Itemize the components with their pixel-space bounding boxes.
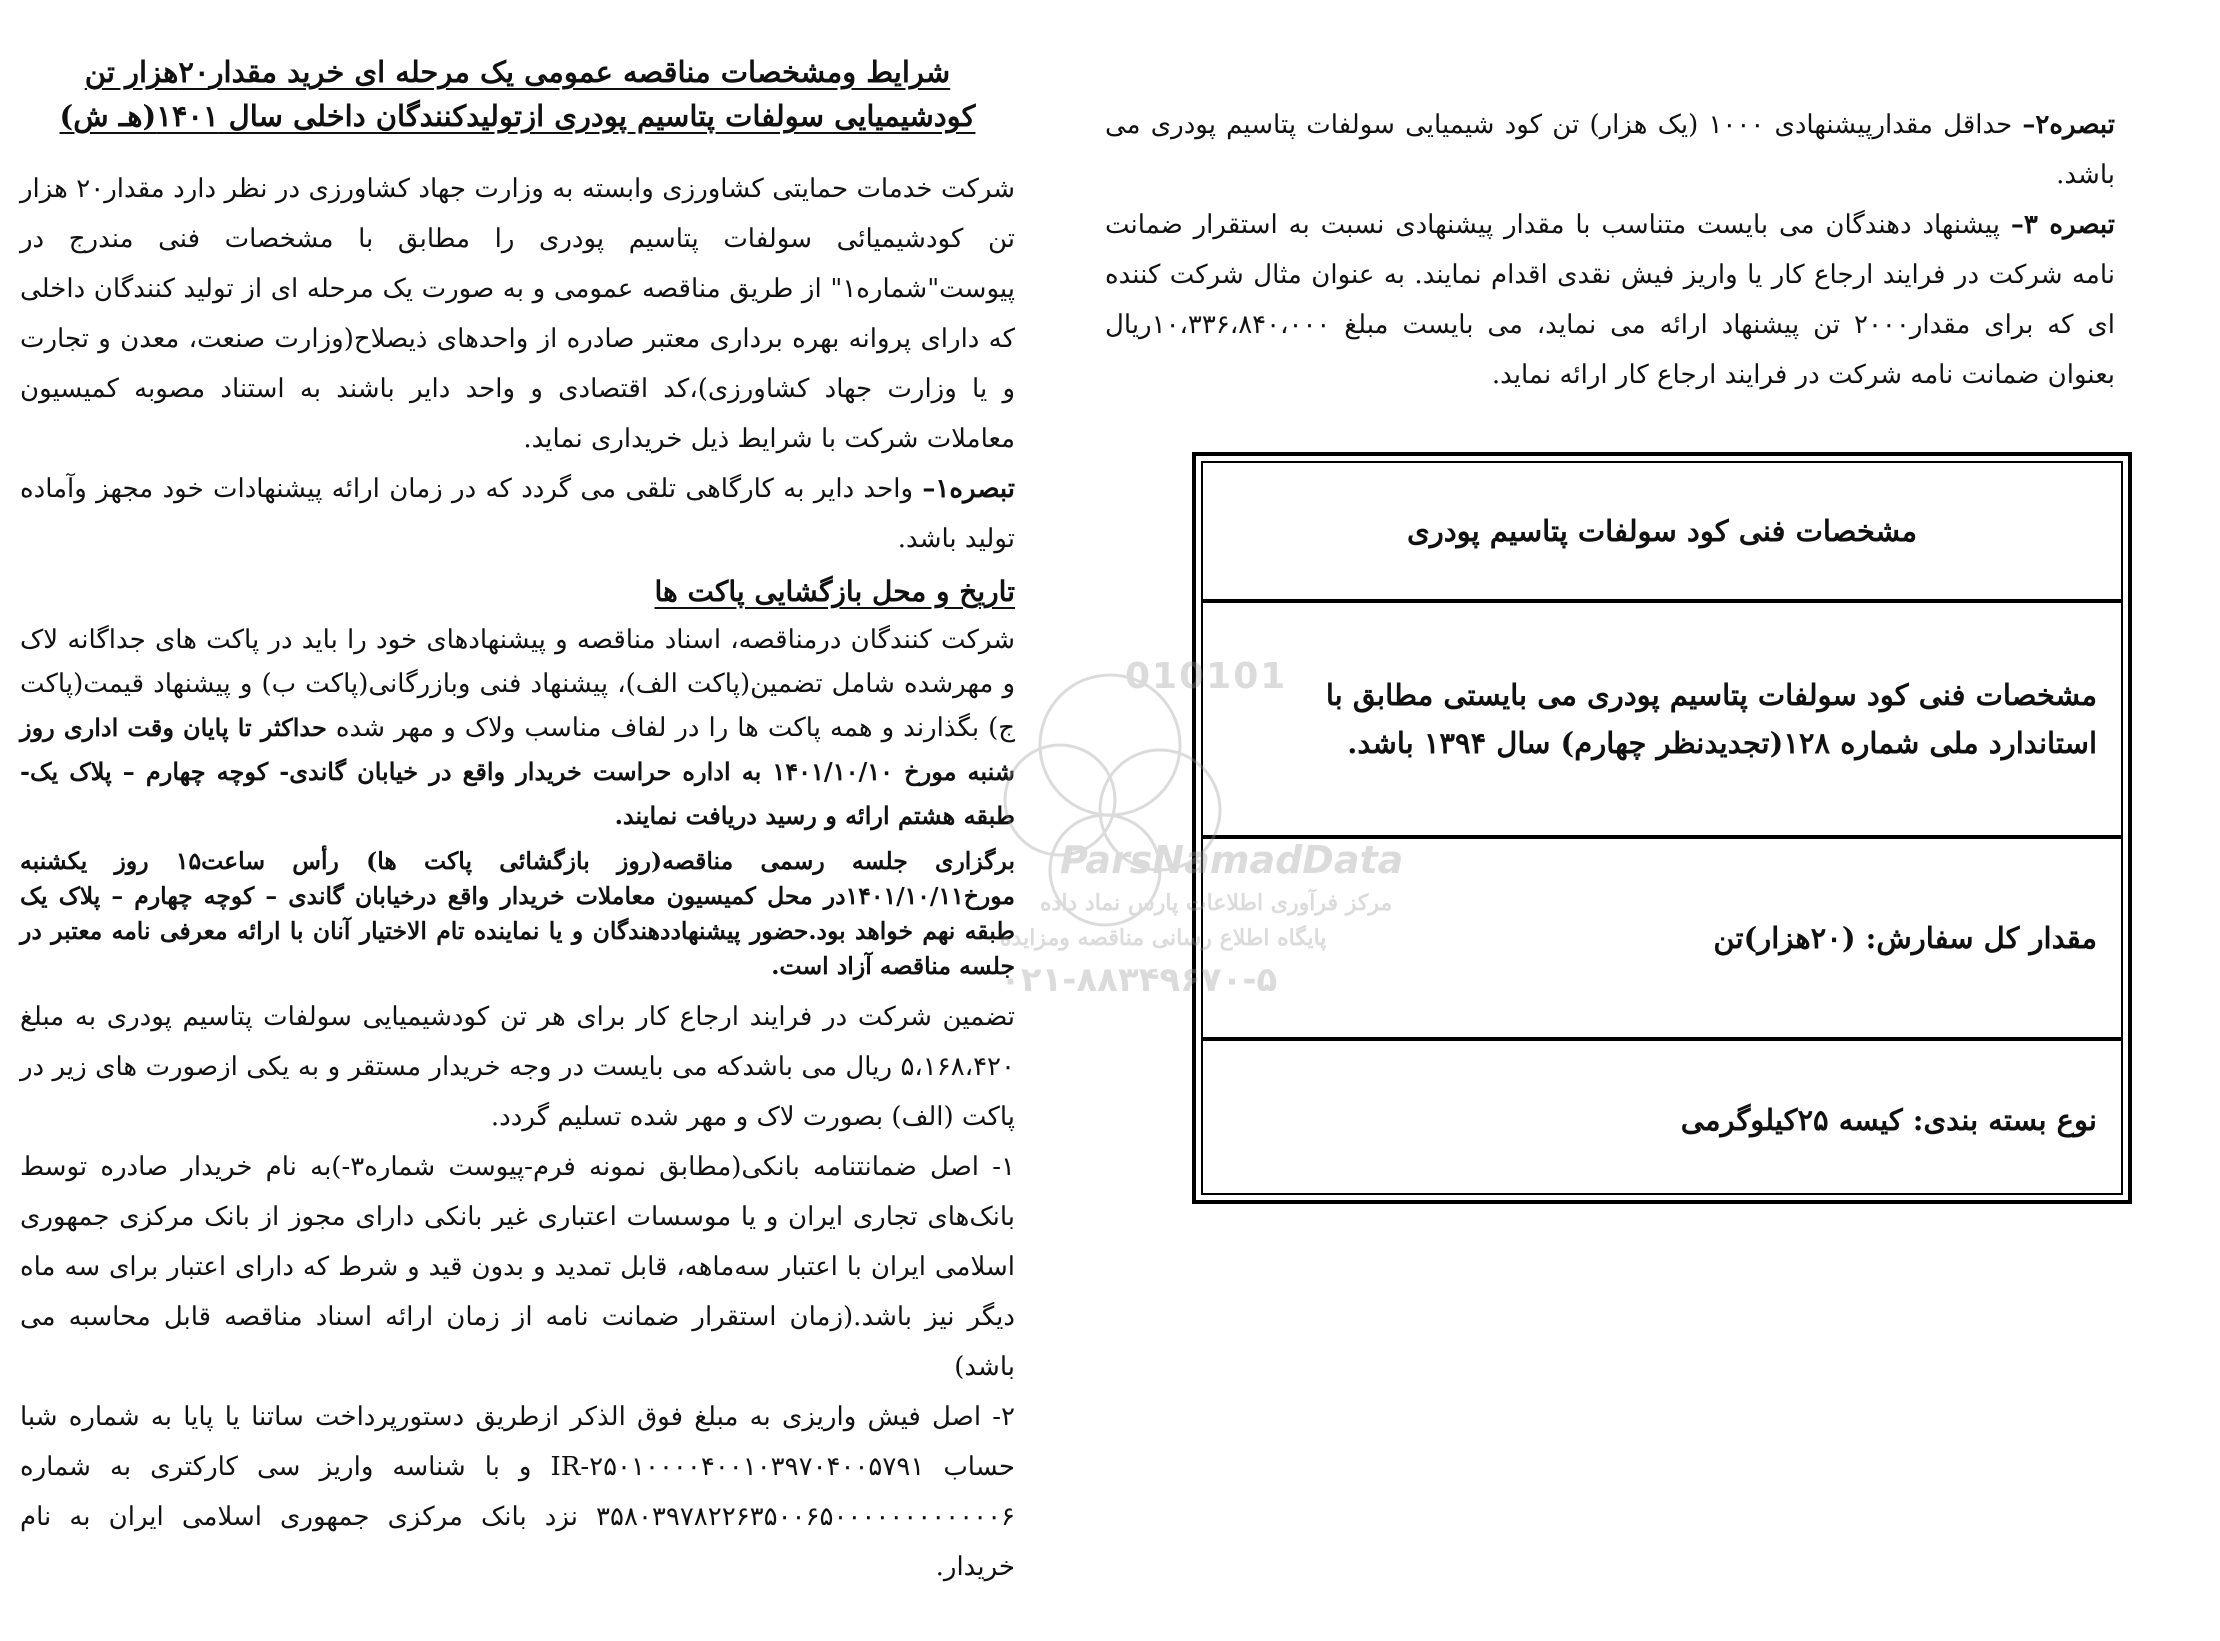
watermark-phone: ۰۲۱-۸۸۳۴۹۶۷۰-۵ [1000,960,1278,1000]
note2-label: تبصره۲– [2022,110,2115,140]
watermark-line1: مرکز فرآوری اطلاعات پارس نماد داده [1040,890,1393,916]
opening-session-paragraph: برگزاری جلسه رسمی مناقصه(روز بازگشائی پاکت ها) رأس ساعت۱۵ روز یکشنبه مورخ۱۴۰۱/۱۰/۱۱در محل کمیسیون معاملات خریدار واقع درخیابان گاندی – کوچه چهارم – پلاک یک طبقه نهم خواهد بود.حضور پیشنهاددهندگان و یا نماینده تام الاختیار آنان با ارائه معرفی نامه معتبر در جلسه مناقصه آزاد است. [20,847,1015,980]
spec-packaging: نوع بسته بندی: کیسه ۲۵کیلوگرمی [1680,1103,2097,1137]
spec-standard-row [1203,603,2121,839]
spec-standard: مشخصات فنی کود سولفات پتاسیم پودری می بایستی مطابق با استاندارد ملی شماره ۱۲۸(تجدیدنظر چهارم) سال ۱۳۹۴ باشد. [1325,678,2097,760]
spec-quantity: مقدار کل سفارش: (۲۰هزار)تن [1713,921,2097,955]
watermark-digits: 010101 [1125,656,1288,697]
note1-label: تبصره۱– [922,474,1015,504]
opening-heading: تاریخ و محل بازگشایی پاکت ها [654,575,1015,608]
intro-paragraph: شرکت خدمات حمایتی کشاورزی وابسته به وزارت جهاد کشاورزی در نظر دارد مقدار۲۰ هزار تن کودشیمیائی سولفات پتاسیم پودری را مطابق با مشخصات فنی مندرج در پیوست"شماره۱" از طریق مناقصه عمومی و به صورت یک مرحله ای از تولید کنندگان داخلی که دارای پروانه بهره برداری معتبر صادره از واحدهای ذیصلاح(وزارت صنعت، معدن و تجارت و یا وزارت جهاد کشاورزی)،کد اقتصادی و واحد دایر باشند به استناد مصوبه کمیسیون معاملات شرکت با شرایط ذیل خریداری نماید. [20,174,1015,454]
spec-header: مشخصات فنی کود سولفات پتاسیم پودری [1407,514,1917,548]
spec-packaging-row [1203,1041,2121,1199]
note3-text: پیشنهاد دهندگان می بایست متناسب با مقدار پیشنهادی نسبت به استقرار ضمانت نامه شرکت در فرایند ارجاع کار یا واریز فیش نقدی اقدام نمایند. به عنوان مثال شرکت کننده ای که برای مقدار۲۰۰۰ تن پیشنهاد ارائه می نماید، می بایست مبلغ ۱۰،۳۳۶،۸۴۰،۰۰۰ریال بعنوان ضمانت نامه شرکت در فرایند ارجاع کار ارائه نماید. [1105,210,2115,390]
note1-text: واحد دایر به کارگاهی تلقی می گردد که در زمان ارائه پیشنهادات خود مجهز وآماده تولید باشد. [20,474,1015,554]
tender-title [20,50,1015,138]
packets-text: شرکت کنندگان درمناقصه، اسناد مناقصه و پیشنهادهای خود را باید در پاکت های جداگانه لاک و مهرشده شامل تضمین(پاکت الف)، پیشنهاد فنی وبازرگانی(پاکت ب) و پیشنهاد قیمت(پاکت ج) بگذارند و همه پاکت ها را در لفاف مناسب ولاک و مهر شده [20,625,1015,743]
note2-text: حداقل مقدارپیشنهادی ۱۰۰۰ (یک هزار) تن کود شیمیایی سولفات پتاسیم پودری می باشد. [1105,110,2115,190]
note3-paragraph [1105,200,2115,400]
guarantee-option-1: ۱- اصل ضمانتنامه بانکی(مطابق نمونه فرم-پیوست شماره۳-)به نام خریدار صادره توسط بانک‌های تجاری ایران و یا موسسات اعتباری غیر بانکی دارای مجوز از بانک مرکزی جمهوری اسلامی ایران با اعتبار سه‌ماهه، قابل تمدید و بدون قید و شرط که دارای اعتبار برای سه ماه دیگر نیز باشد.(زمان استقرار ضمانت نامه از زمان ارائه اسناد مناقصه قابل محاسبه می باشد) [20,1152,1015,1382]
spec-header-row [1203,463,2121,603]
packets-deadline: حداکثر تا پایان وقت اداری روز شنبه مورخ ۱۴۰۱/۱۰/۱۰ به اداره حراست خریدار واقع در خیابان گاندی- کوچه چهارم – پلاک یک- طبقه هشتم ارائه و رسید دریافت نمایند. [20,713,1016,830]
tender-title-line2: کودشیمیایی سولفات پتاسیم پودری ازتولیدکنندگان داخلی سال ۱۴۰۱(هـ ش) [59,99,976,133]
note1-paragraph [20,464,1015,564]
tender-conditions-column [20,50,1015,1592]
note3-label: تبصره ۳– [2010,210,2115,240]
guarantee-paragraph: تضمین شرکت در فرایند ارجاع کار برای هر تن کودشیمیایی سولفات پتاسیم پودری به مبلغ ۵،۱۶۸،۴۲۰ ریال می باشدکه می بایست در وجه خریدار مستقر و به یکی ازصورت های زیر در پاکت (الف) بصورت لاک و مهر شده تسلیم گردد. [20,1002,1015,1132]
notes-column [1105,100,2115,400]
spec-quantity-row [1203,839,2121,1041]
watermark-line2: پایگاه اطلاع رسانی مناقصه ومزایده [1000,925,1327,951]
packets-paragraph [20,618,1015,838]
note2-paragraph [1105,100,2115,200]
spec-table-inner [1201,461,2123,1195]
tender-title-line1: شرایط ومشخصات مناقصه عمومی یک مرحله ای خرید مقدار۲۰هزار تن [84,55,951,89]
watermark-brand: ParsNamadData [1060,838,1404,882]
guarantee-option-2: ۲- اصل فیش واریزی به مبلغ فوق الذکر ازطریق دستورپرداخت ساتنا یا پایا به شماره شبا حساب IR-۲۵۰۱۰۰۰۰۴۰۰۱۰۳۹۷۰۴۰۰۵۷۹۱ و با شناسه واریز سی کارکتری به شماره ۳۵۸۰۳۹۷۸۲۲۶۳۵۰۰۶۵۰۰۰۰۰۰۰۰۰۰۰۰۶ نزد بانک مرکزی جمهوری اسلامی ایران به نام خریدار. [20,1402,1015,1582]
spec-table [1192,452,2132,1204]
